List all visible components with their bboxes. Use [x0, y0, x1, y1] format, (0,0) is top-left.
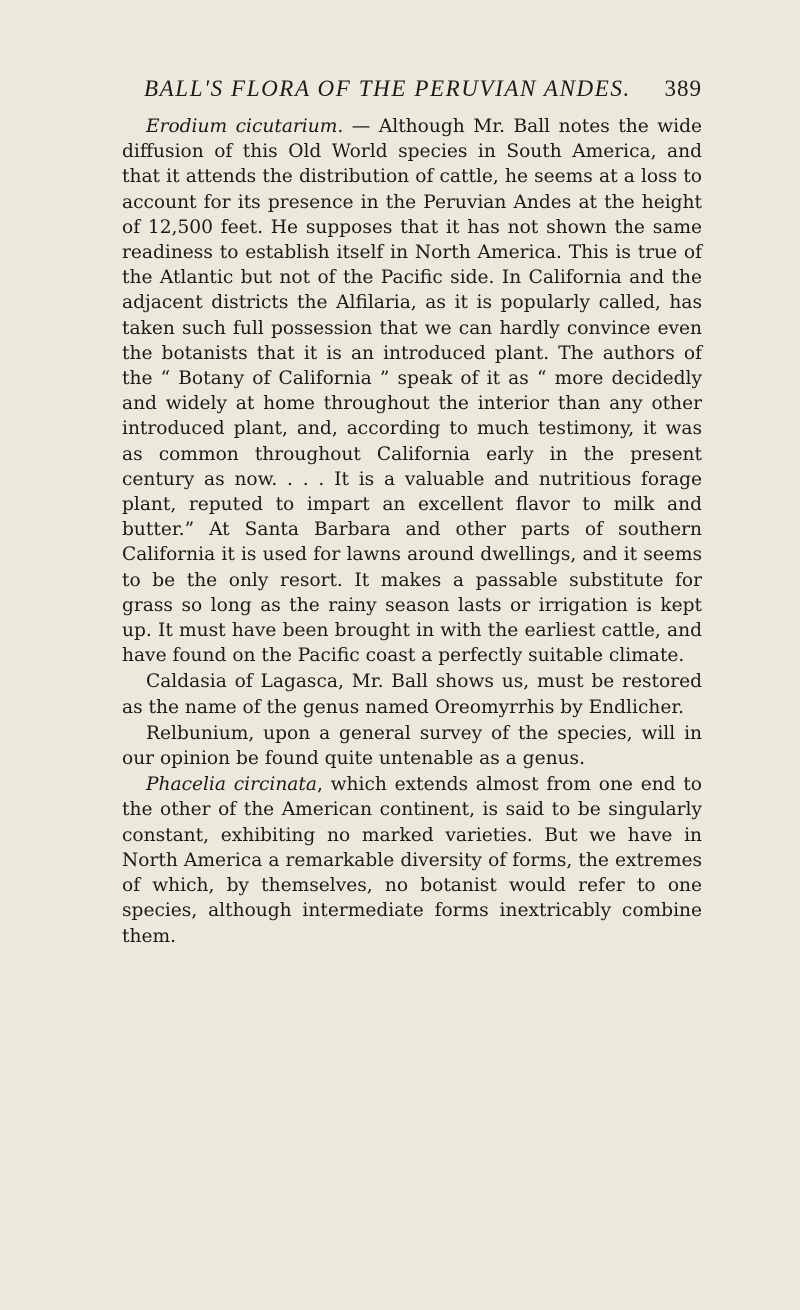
taxon-name: Phacelia circinata: [146, 774, 317, 796]
paragraph-text: Caldasia of Lagasca, Mr. Ball shows us, must be restored as the name of the genus named Oreomyrrhis by Endlicher.: [122, 671, 702, 718]
paragraph-erodium: [122, 114, 702, 668]
paragraph-text: , which extends almost from one end to the other of the American continent, is said to be singularly constant, exhibiting no marked varieties. But we have in North America a remarkable diversity of forms, the extremes of which, by themselves, no botanist would refer to one species, although intermediate forms inextricably combine them.: [122, 774, 702, 947]
page-number: 389: [664, 76, 702, 101]
running-title: BALL'S FLORA OF THE PERUVIAN ANDES.: [144, 76, 631, 101]
body-text: [122, 114, 702, 949]
paragraph-text: Relbunium, upon a general survey of the species, will in our opinion be found quite untenable as a genus.: [122, 722, 702, 770]
paragraph-relbunium: [122, 721, 702, 771]
taxon-name: Erodium cicutarium.: [146, 116, 344, 137]
running-head: [144, 76, 702, 106]
paragraph-text: — Although Mr. Ball notes the wide diffusion of this Old World species in South America, and that it attends the distribution of cattle, he seems at a loss to account for its presence in the Peruvian Andes at the height of 12,500 feet. He supposes that it has not shown the same readiness to establish itself in North America. This is true of the Atlantic but not of the Pacific side. In California and the adjacent districts the Alfilaria, as it is popularly called, has taken such full possession that we can hardly convince even the botanists that it is an introduced plant. The authors of the “ Botany of California ” speak of it as “ more decidedly and widely at home throughout the interior than any other introduced plant, and, according to much testimony, it was as common throughout California early in the present century as now. . . . It is a valuable and nutritious forage plant, reputed to impart an excellent flavor to milk and butter.” At Santa Barbara and other parts of southern California it is used for lawns around dwellings, and it seems to be the only resort. It makes a passable substitute for grass so long as the rainy season lasts or irrigation is kept up. It must have been brought in with the earliest cattle, and have found on the Pacific coast a perfectly suitable climate.: [122, 116, 702, 667]
paragraph-caldasia: [122, 669, 702, 719]
paragraph-phacelia: [122, 772, 702, 948]
